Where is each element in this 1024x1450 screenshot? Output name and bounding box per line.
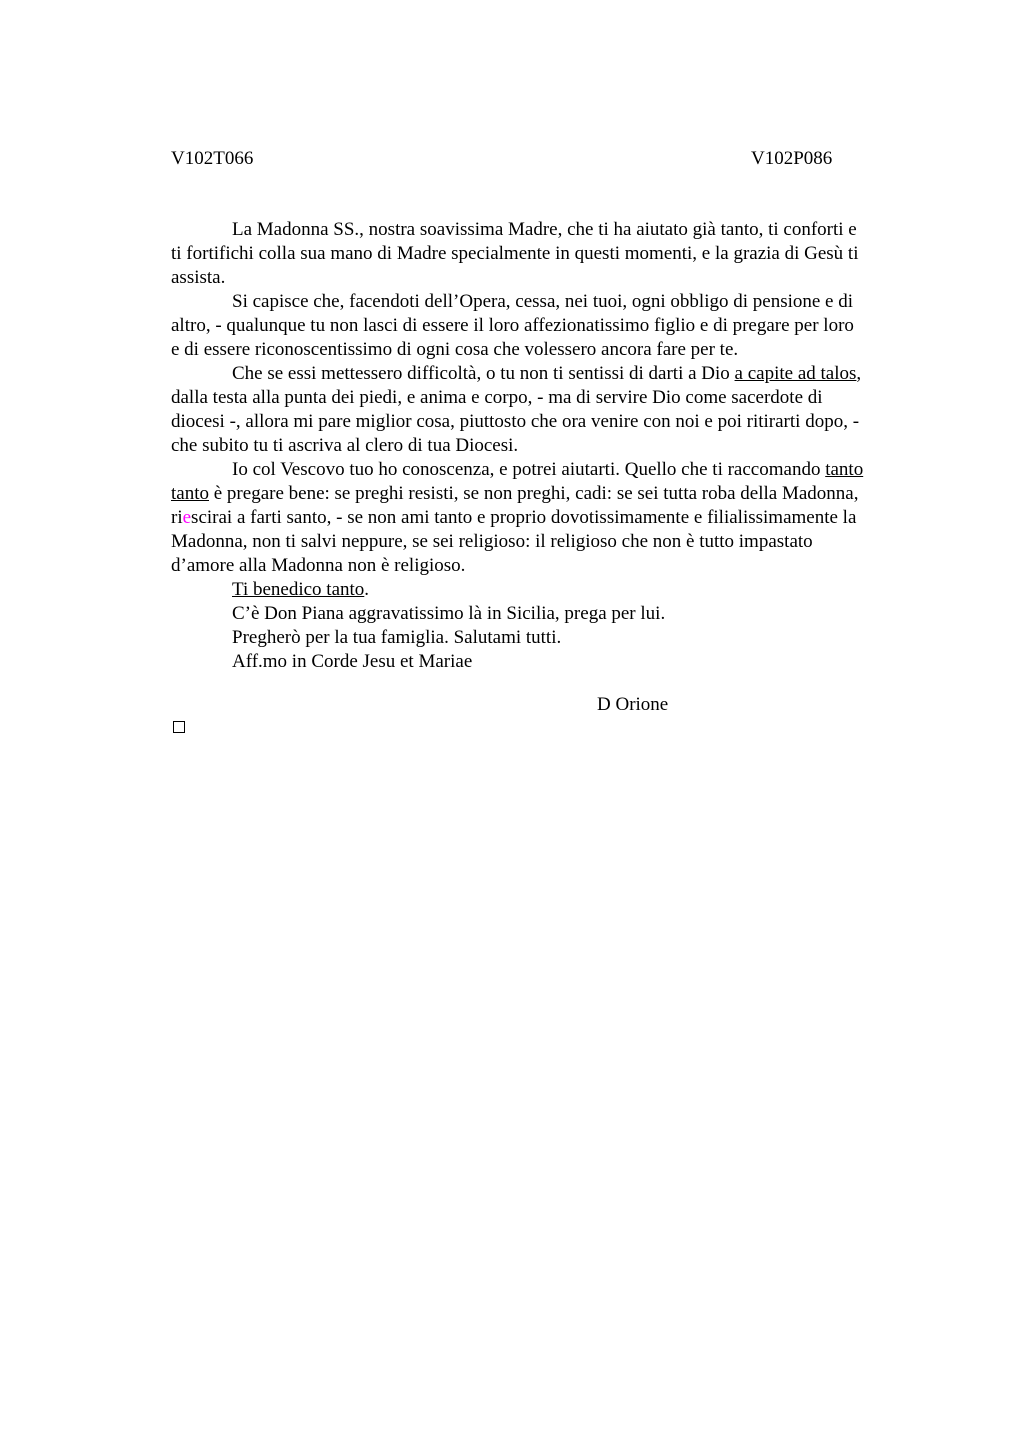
paragraph-3-line-4: che subito tu ti ascriva al clero di tua Diocesi. <box>171 435 519 456</box>
paragraph-7 <box>171 626 931 650</box>
latin-phrase-underlined: a capite ad talos <box>734 363 857 384</box>
emphasis-underlined-1: tanto <box>825 459 864 480</box>
blessing-period: . <box>364 579 370 600</box>
letter-body <box>171 218 931 674</box>
blessing-line <box>171 578 931 602</box>
paragraph-2-line-1: Si capisce che, facendoti dell’Opera, cessa, nei tuoi, ogni obbligo di pensione e di <box>232 291 854 312</box>
end-marker-box <box>173 721 185 733</box>
prayer-request-line: C’è Don Piana aggravatissimo là in Sicilia, prega per lui. <box>232 603 666 624</box>
closing-line: Aff.mo in Corde Jesu et Mariae <box>232 651 473 672</box>
paragraph-5 <box>171 578 931 602</box>
paragraph-2 <box>171 290 931 362</box>
paragraph-6 <box>171 602 931 626</box>
paragraph-4-text-3: scirai a farti santo, - se non ami tanto e proprio dovotissimamente e filialissimamente la <box>191 507 857 528</box>
paragraph-3-line-1 <box>171 362 931 386</box>
volume-code-left: V102T066 <box>171 148 254 169</box>
paragraph-1-line-2: ti fortifichi colla sua mano di Madre specialmente in questi momenti, e la grazia di Gesù ti <box>171 243 859 264</box>
paragraph-3-line-2: dalla testa alla punta dei piedi, e anima e corpo, - ma di servire Dio come sacerdote di <box>171 387 823 408</box>
paragraph-4-line-1 <box>171 458 931 482</box>
paragraph-8 <box>171 650 931 674</box>
emphasis-underlined-2: tanto <box>171 483 209 504</box>
paragraph-3-text: Che se essi mettessero difficoltà, o tu non ti sentissi di darti a Dio <box>232 363 735 384</box>
paragraph-1-line-3: assista. <box>171 267 226 288</box>
paragraph-4 <box>171 458 931 578</box>
paragraph-1 <box>171 218 931 290</box>
paragraph-2-line-2: altro, - qualunque tu non lasci di essere il loro affezionatissimo figlio e di pregare per loro <box>171 315 854 336</box>
page-code-right: V102P086 <box>751 148 833 169</box>
word-fragment: ri <box>171 507 183 528</box>
highlighted-letter: e <box>182 507 192 528</box>
family-greeting-line: Pregherò per la tua famiglia. Salutami tutti. <box>232 627 562 648</box>
paragraph-3-line-3: diocesi -, allora mi pare miglior cosa, piuttosto che ora venire con noi e poi ritirarti dopo, - <box>171 411 860 432</box>
paragraph-4-line-5: d’amore alla Madonna non è religioso. <box>171 555 466 576</box>
paragraph-3-comma: , <box>856 363 862 384</box>
paragraph-4-line-4: Madonna, non ti salvi neppure, se sei religioso: il religioso che non è tutto impastato <box>171 531 813 552</box>
paragraph-1-line-1: La Madonna SS., nostra soavissima Madre, che ti ha aiutato già tanto, ti conforti e <box>232 219 857 240</box>
paragraph-2-line-3: e di essere riconoscentissimo di ogni cosa che volessero ancora fare per te. <box>171 339 739 360</box>
paragraph-3 <box>171 362 931 458</box>
paragraph-4-text: Io col Vescovo tuo ho conoscenza, e potrei aiutarti. Quello che ti raccomando <box>232 459 826 480</box>
blessing-underlined: Ti benedico tanto <box>232 579 365 600</box>
signature: D Orione <box>597 694 669 715</box>
paragraph-4-text-2: è pregare bene: se preghi resisti, se non preghi, cadi: se sei tutta roba della Madonna, <box>209 483 859 504</box>
paragraph-4-line-3 <box>171 506 931 530</box>
paragraph-4-line-2 <box>171 482 931 506</box>
